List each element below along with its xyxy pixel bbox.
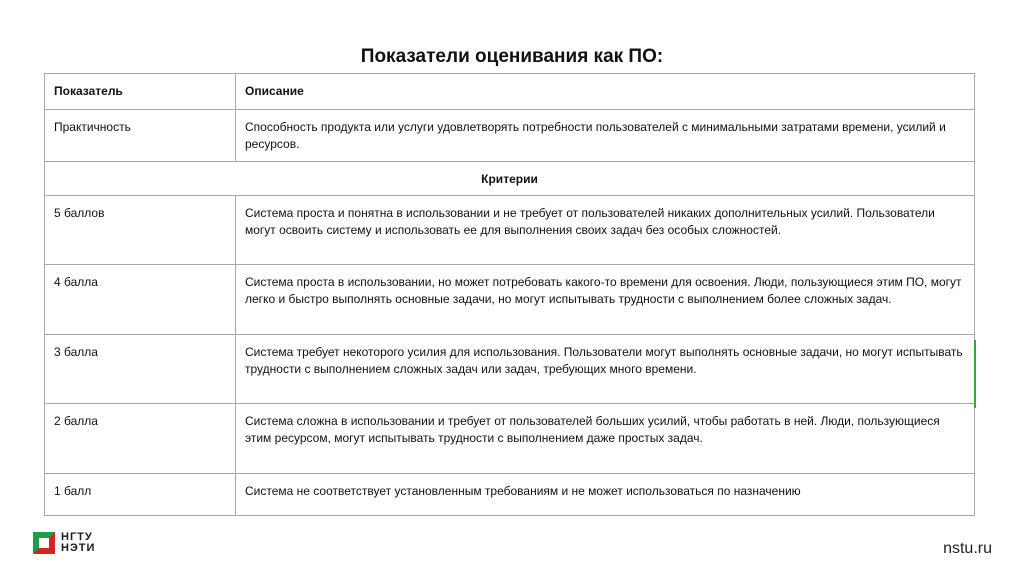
criteria-table	[44, 73, 975, 516]
logo-mark-icon	[33, 532, 55, 554]
table-row	[45, 265, 975, 335]
score-cell: 2 балла	[45, 404, 236, 474]
score-cell: 3 балла	[45, 335, 236, 404]
header-indicator: Показатель	[45, 74, 236, 110]
logo-line-2: НЭТИ	[61, 542, 96, 554]
header-description: Описание	[236, 74, 975, 110]
indicator-description: Способность продукта или услуги удовлетворять потребности пользователей с минимальными затратами времени, усилий и ресурсов.	[236, 110, 975, 162]
table-row	[45, 196, 975, 265]
criteria-section-row	[45, 162, 975, 196]
site-url: nstu.ru	[943, 540, 992, 557]
logo-text	[61, 532, 95, 554]
criterion-text: Система сложна в использовании и требует от пользователей больших усилий, чтобы работать в ней. Люди, пользующиеся этим ресурсом, могут испытывать трудности с выполнением даже простых задач.	[236, 404, 975, 474]
score-cell: 4 балла	[45, 265, 236, 335]
criteria-section-label: Критерии	[45, 162, 975, 196]
page-title: Показатели оценивания как ПО:	[360, 46, 664, 67]
table-row	[45, 110, 975, 162]
table-header-row	[45, 74, 975, 110]
table-row	[45, 404, 975, 474]
green-accent-bar	[974, 340, 976, 408]
criterion-text: Система проста в использовании, но может потребовать какого-то времени для освоения. Люди, пользующиеся этим ПО, могут легко и быстро выполнять основные задачи, но могут испытывать трудности с выполнением более сложных задач.	[236, 265, 975, 335]
table-row	[45, 474, 975, 516]
indicator-name: Практичность	[45, 110, 236, 162]
table-row	[45, 335, 975, 404]
score-cell: 1 балл	[45, 474, 236, 516]
criterion-text: Система требует некоторого усилия для использования. Пользователи могут выполнять основные задачи, но могут испытывать трудности с выполнением сложных задач или задач, требующих много времени.	[236, 335, 975, 404]
logo-line-1: НГТУ	[61, 531, 93, 543]
score-cell: 5 баллов	[45, 196, 236, 265]
criterion-text: Система проста и понятна в использовании и не требует от пользователей никаких дополнительных усилий. Пользователи могут освоить систему и использовать ее для выполнения своих задач без особых сложностей.	[236, 196, 975, 265]
criterion-text: Система не соответствует установленным требованиям и не может использоваться по назначению	[236, 474, 975, 516]
university-logo	[33, 532, 95, 554]
